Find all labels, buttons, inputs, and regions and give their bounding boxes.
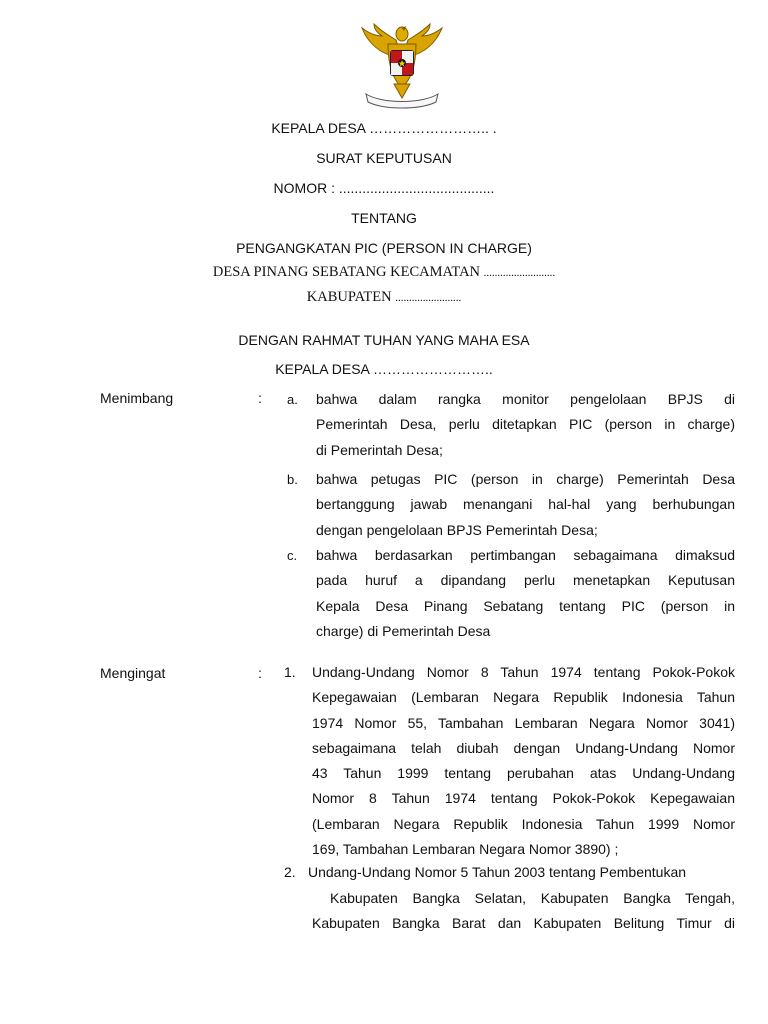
menimbang-c-line-4: charge) di Pemerintah Desa	[316, 622, 491, 639]
heading-kepala-desa-2: KEPALA DESA ……………………..	[275, 361, 493, 377]
garuda-emblem	[356, 18, 448, 110]
mengingat-item-2-rest-b	[312, 911, 735, 936]
mengingat-item-1	[312, 660, 735, 862]
menimbang-item-b	[316, 467, 735, 543]
mengingat-marker-2: 2.	[284, 864, 296, 880]
heading-nomor: NOMOR : ........................................	[273, 180, 495, 196]
mengingat-1-line-6: Nomor 8 Tahun 1974 tentang Pokok-Pokok Kepegawaian	[312, 790, 735, 807]
menimbang-colon: :	[258, 390, 262, 406]
menimbang-c-line-2: pada huruf a dipandang perlu menetapkan Keputusan	[316, 572, 735, 589]
heading-desa	[0, 263, 768, 282]
menimbang-b-line-1: bahwa petugas PIC (person in charge) Pemerintah Desa	[316, 471, 735, 487]
menimbang-marker-b: b.	[287, 472, 298, 487]
menimbang-marker-c: c.	[287, 548, 298, 563]
desa-dots: ..........................	[483, 267, 556, 279]
menimbang-label: Menimbang	[100, 390, 174, 406]
menimbang-a-line-3: di Pemerintah Desa;	[316, 441, 443, 458]
kabupaten-prefix: KABUPATEN	[306, 289, 392, 305]
mengingat-item-2-first	[308, 860, 735, 885]
heading-surat-keputusan: SURAT KEPUTUSAN	[316, 150, 452, 166]
mengingat-2-line-2: Kabupaten Bangka Selatan, Kabupaten Bangka Tengah,	[330, 890, 735, 906]
mengingat-1-line-8: 169, Tambahan Lembaran Negara Nomor 3890) ;	[312, 841, 619, 858]
mengingat-marker-1: 1.	[284, 664, 296, 680]
mengingat-1-line-2: Kepegawaian (Lembaran Negara Republik Indonesia Tahun	[312, 689, 735, 706]
menimbang-b-line-3: dengan pengelolaan BPJS Pemerintah Desa;	[316, 521, 598, 538]
menimbang-b-line-2: bertanggung jawab menangani hal-hal yang berhubungan	[316, 496, 735, 513]
menimbang-marker-a: a.	[287, 392, 298, 407]
heading-rahmat: DENGAN RAHMAT TUHAN YANG MAHA ESA	[238, 332, 530, 348]
menimbang-c-line-3: Kepala Desa Pinang Sebatang tentang PIC (person in	[316, 597, 735, 614]
menimbang-a-line-1: bahwa dalam rangka monitor pengelolaan BPJS di	[316, 391, 735, 407]
mengingat-colon: :	[258, 665, 262, 681]
menimbang-item-a	[316, 387, 735, 463]
menimbang-c-line-1: bahwa berdasarkan pertimbangan sebagaimana dimaksud	[316, 547, 735, 563]
mengingat-2-line-1: Undang-Undang Nomor 5 Tahun 2003 tentang Pembentukan	[308, 864, 687, 880]
menimbang-a-line-2: Pemerintah Desa, perlu ditetapkan PIC (person in charge)	[316, 416, 735, 433]
heading-subject: PENGANGKATAN PIC (PERSON IN CHARGE)	[236, 240, 532, 256]
mengingat-1-line-5: 43 Tahun 1999 tentang perubahan atas Undang-Undang	[312, 765, 735, 782]
heading-tentang: TENTANG	[351, 210, 417, 226]
menimbang-item-c	[316, 543, 735, 644]
mengingat-2-line-3: Kabupaten Bangka Barat dan Kabupaten Belitung Timur di	[312, 915, 735, 931]
kabupaten-dots: ........................	[395, 292, 462, 304]
mengingat-1-line-4: sebagaimana telah diubah dengan Undang-Undang Nomor	[312, 739, 735, 756]
mengingat-item-2-rest	[330, 886, 735, 911]
mengingat-1-line-3: 1974 Nomor 55, Tambahan Lembaran Negara Nomor 3041)	[312, 714, 735, 731]
mengingat-1-line-7: (Lembaran Negara Republik Indonesia Tahun 1999 Nomor	[312, 815, 735, 832]
desa-prefix: DESA PINANG SEBATANG KECAMATAN	[212, 264, 481, 280]
heading-kabupaten	[0, 288, 768, 307]
mengingat-label: Mengingat	[100, 665, 166, 681]
mengingat-1-line-1: Undang-Undang Nomor 8 Tahun 1974 tentang Pokok-Pokok	[312, 664, 735, 680]
heading-kepala-desa: KEPALA DESA …………………….. .	[271, 120, 497, 136]
